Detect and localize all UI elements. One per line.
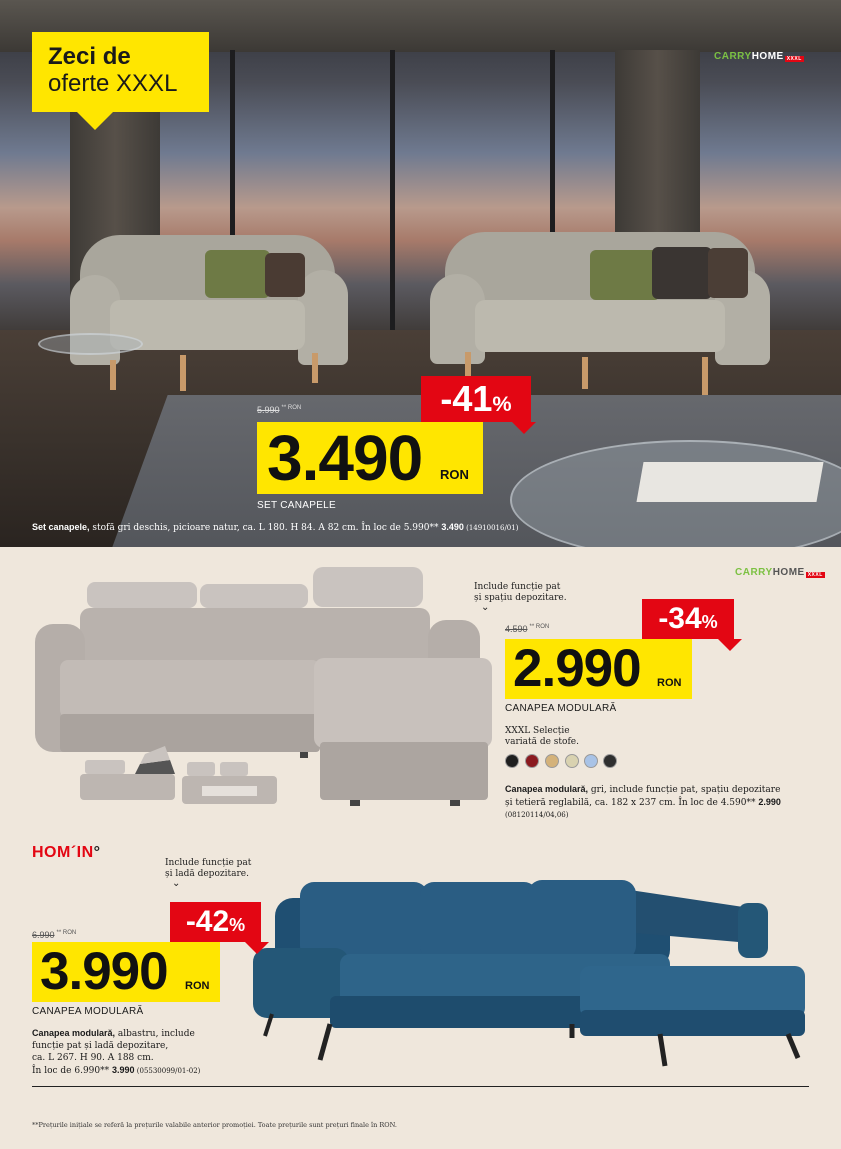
sofa-arm bbox=[298, 270, 348, 365]
headrest bbox=[313, 567, 423, 607]
fabric-swatch-cream[interactable] bbox=[565, 754, 579, 768]
offer1-discount-badge bbox=[642, 599, 734, 639]
fabric-swatch-lightblue[interactable] bbox=[584, 754, 598, 768]
desc-code: (05530099/01-02) bbox=[134, 1067, 201, 1075]
chaise-base bbox=[580, 1010, 805, 1036]
pillow bbox=[590, 250, 660, 300]
offer1-variety-note bbox=[505, 726, 579, 748]
price-currency: RON bbox=[440, 467, 469, 482]
old-price-value: 4.590 bbox=[505, 624, 528, 634]
desc-bold: Canapea modulară, bbox=[32, 1028, 116, 1038]
brand-part1: CARRY bbox=[735, 567, 773, 578]
discount-pct: % bbox=[701, 612, 718, 632]
discount-value: -42 bbox=[185, 905, 230, 938]
desc-code: (08120114/04,06) bbox=[505, 811, 569, 819]
homin-logo bbox=[32, 844, 101, 862]
headrest bbox=[87, 582, 197, 608]
pillow bbox=[265, 253, 305, 297]
chevron-down-icon: ⌄ bbox=[481, 602, 490, 613]
old-price-value: 6.990 bbox=[32, 930, 55, 940]
desc-text3: ca. L 267. H 90. A 188 cm. bbox=[32, 1053, 154, 1063]
pillow bbox=[708, 248, 748, 298]
back-cushion bbox=[420, 882, 538, 960]
offer1-description bbox=[505, 783, 781, 821]
headline-badge bbox=[32, 32, 209, 112]
sofa-left bbox=[70, 235, 350, 395]
variety-line2: variată de stofe. bbox=[505, 737, 579, 747]
offer2-description bbox=[32, 1027, 200, 1077]
sofa-seat bbox=[475, 300, 725, 352]
desc-text2: funcție pat și ladă depozitare, bbox=[32, 1041, 169, 1051]
hero-discount-badge bbox=[421, 376, 531, 422]
hero-price-box bbox=[257, 422, 483, 494]
chevron-down-icon: ⌄ bbox=[172, 878, 181, 889]
sofa-leg bbox=[312, 353, 318, 383]
chaise bbox=[314, 658, 492, 748]
hint-line2: și spațiu depozitare. bbox=[474, 593, 567, 603]
hero-description bbox=[32, 521, 518, 534]
hero-old-price bbox=[257, 405, 301, 415]
desc-text: stofă gri deschis, picioare natur, ca. L 180. H 84. A 82 cm. În loc de 5.990** bbox=[89, 523, 442, 533]
sofa-leg bbox=[702, 357, 708, 395]
brand-main: HOM´IN bbox=[32, 844, 94, 861]
blue-corner-sofa-image bbox=[250, 878, 815, 1078]
old-price-suffix: ** RON bbox=[56, 930, 77, 936]
old-price-suffix: ** RON bbox=[281, 405, 302, 411]
sofa-leg bbox=[110, 360, 116, 390]
desc-price: 3.490 bbox=[441, 522, 464, 532]
brand-part2: HOME bbox=[772, 567, 805, 578]
price-currency: RON bbox=[185, 980, 210, 992]
footer-divider bbox=[32, 1086, 809, 1087]
brand-part2: HOME bbox=[751, 51, 784, 62]
sofa-leg bbox=[582, 357, 588, 389]
hint-line2: și ladă depozitare. bbox=[165, 869, 249, 879]
fabric-swatch-red[interactable] bbox=[525, 754, 539, 768]
hint-line1: Include funcție pat bbox=[474, 582, 561, 592]
desc-text4: În loc de 6.990** bbox=[32, 1066, 112, 1076]
brand-tag: XXXL bbox=[807, 572, 823, 578]
price-value: 2.990 bbox=[513, 639, 641, 698]
desc-text1: gri, include funcție pat, spațiu depozitare bbox=[588, 785, 781, 795]
back-cushion bbox=[528, 880, 636, 960]
desc-price: 3.990 bbox=[112, 1065, 135, 1075]
headline-line2: oferte XXXL bbox=[48, 70, 178, 97]
side-table bbox=[38, 333, 143, 355]
discount-value: -41 bbox=[440, 378, 493, 419]
offer2-feature-hint bbox=[165, 858, 251, 880]
hint-line1: Include funcție pat bbox=[165, 858, 252, 868]
sofa-right bbox=[430, 232, 770, 397]
pillow bbox=[652, 247, 712, 299]
magazine bbox=[636, 462, 823, 502]
carry-home-logo bbox=[714, 51, 804, 62]
variety-line1: XXXL Selecție bbox=[505, 726, 570, 736]
sofa-leg bbox=[180, 355, 186, 391]
price-currency: RON bbox=[657, 677, 682, 689]
offer2-product-label: CANAPEA MODULARĂ bbox=[32, 1006, 144, 1017]
offer2-discount-badge bbox=[170, 902, 261, 942]
hero-product-label: SET CANAPELE bbox=[257, 500, 337, 511]
fabric-swatch-black[interactable] bbox=[505, 754, 519, 768]
discount-pct: % bbox=[229, 915, 246, 935]
offer2-old-price bbox=[32, 930, 76, 940]
discount-value: -34 bbox=[658, 602, 702, 635]
discount-pct: % bbox=[492, 391, 512, 416]
pillow bbox=[205, 250, 270, 298]
offer1-old-price bbox=[505, 624, 549, 634]
price-value: 3.990 bbox=[40, 942, 168, 1001]
desc-bold: Set canapele, bbox=[32, 522, 90, 532]
backrest bbox=[80, 608, 430, 664]
thumbnail-storage bbox=[80, 746, 175, 800]
brand-part1: CARRY bbox=[714, 51, 752, 62]
offer1-price-box bbox=[505, 639, 692, 699]
headrest bbox=[200, 584, 308, 608]
desc-code: (14910016/01) bbox=[463, 524, 519, 532]
brand-mark: ° bbox=[93, 844, 101, 861]
grey-corner-sofa-image bbox=[30, 562, 500, 824]
offer1-feature-hint bbox=[474, 582, 567, 604]
fabric-swatch-sand[interactable] bbox=[545, 754, 559, 768]
chaise-base bbox=[320, 742, 488, 800]
headline-line1: Zeci de bbox=[48, 43, 131, 70]
brand-tag: XXXL bbox=[786, 56, 802, 62]
base bbox=[60, 714, 320, 752]
desc-text1: albastru, include bbox=[115, 1029, 195, 1039]
arm bbox=[738, 903, 768, 958]
seat bbox=[60, 660, 320, 718]
carry-home-logo bbox=[735, 567, 825, 578]
old-price-value: 5.990 bbox=[257, 405, 280, 415]
desc-text2: și tetieră reglabilă, ca. 182 x 237 cm. În loc de 4.590** bbox=[505, 798, 759, 808]
fabric-swatch-charcoal[interactable] bbox=[603, 754, 617, 768]
thumbnail-bed bbox=[182, 762, 277, 804]
desc-bold: Canapea modulară, bbox=[505, 784, 589, 794]
price-value: 3.490 bbox=[267, 422, 423, 494]
offer1-product-label: CANAPEA MODULARĂ bbox=[505, 703, 617, 714]
old-price-suffix: ** RON bbox=[529, 624, 550, 630]
desc-price: 2.990 bbox=[758, 797, 781, 807]
offer2-price-box bbox=[32, 942, 220, 1002]
footnote: **Prețurile inițiale se referă la prețurile valabile anterior promoției. Toate prețurile sunt prețuri finale în RON. bbox=[32, 1121, 397, 1129]
